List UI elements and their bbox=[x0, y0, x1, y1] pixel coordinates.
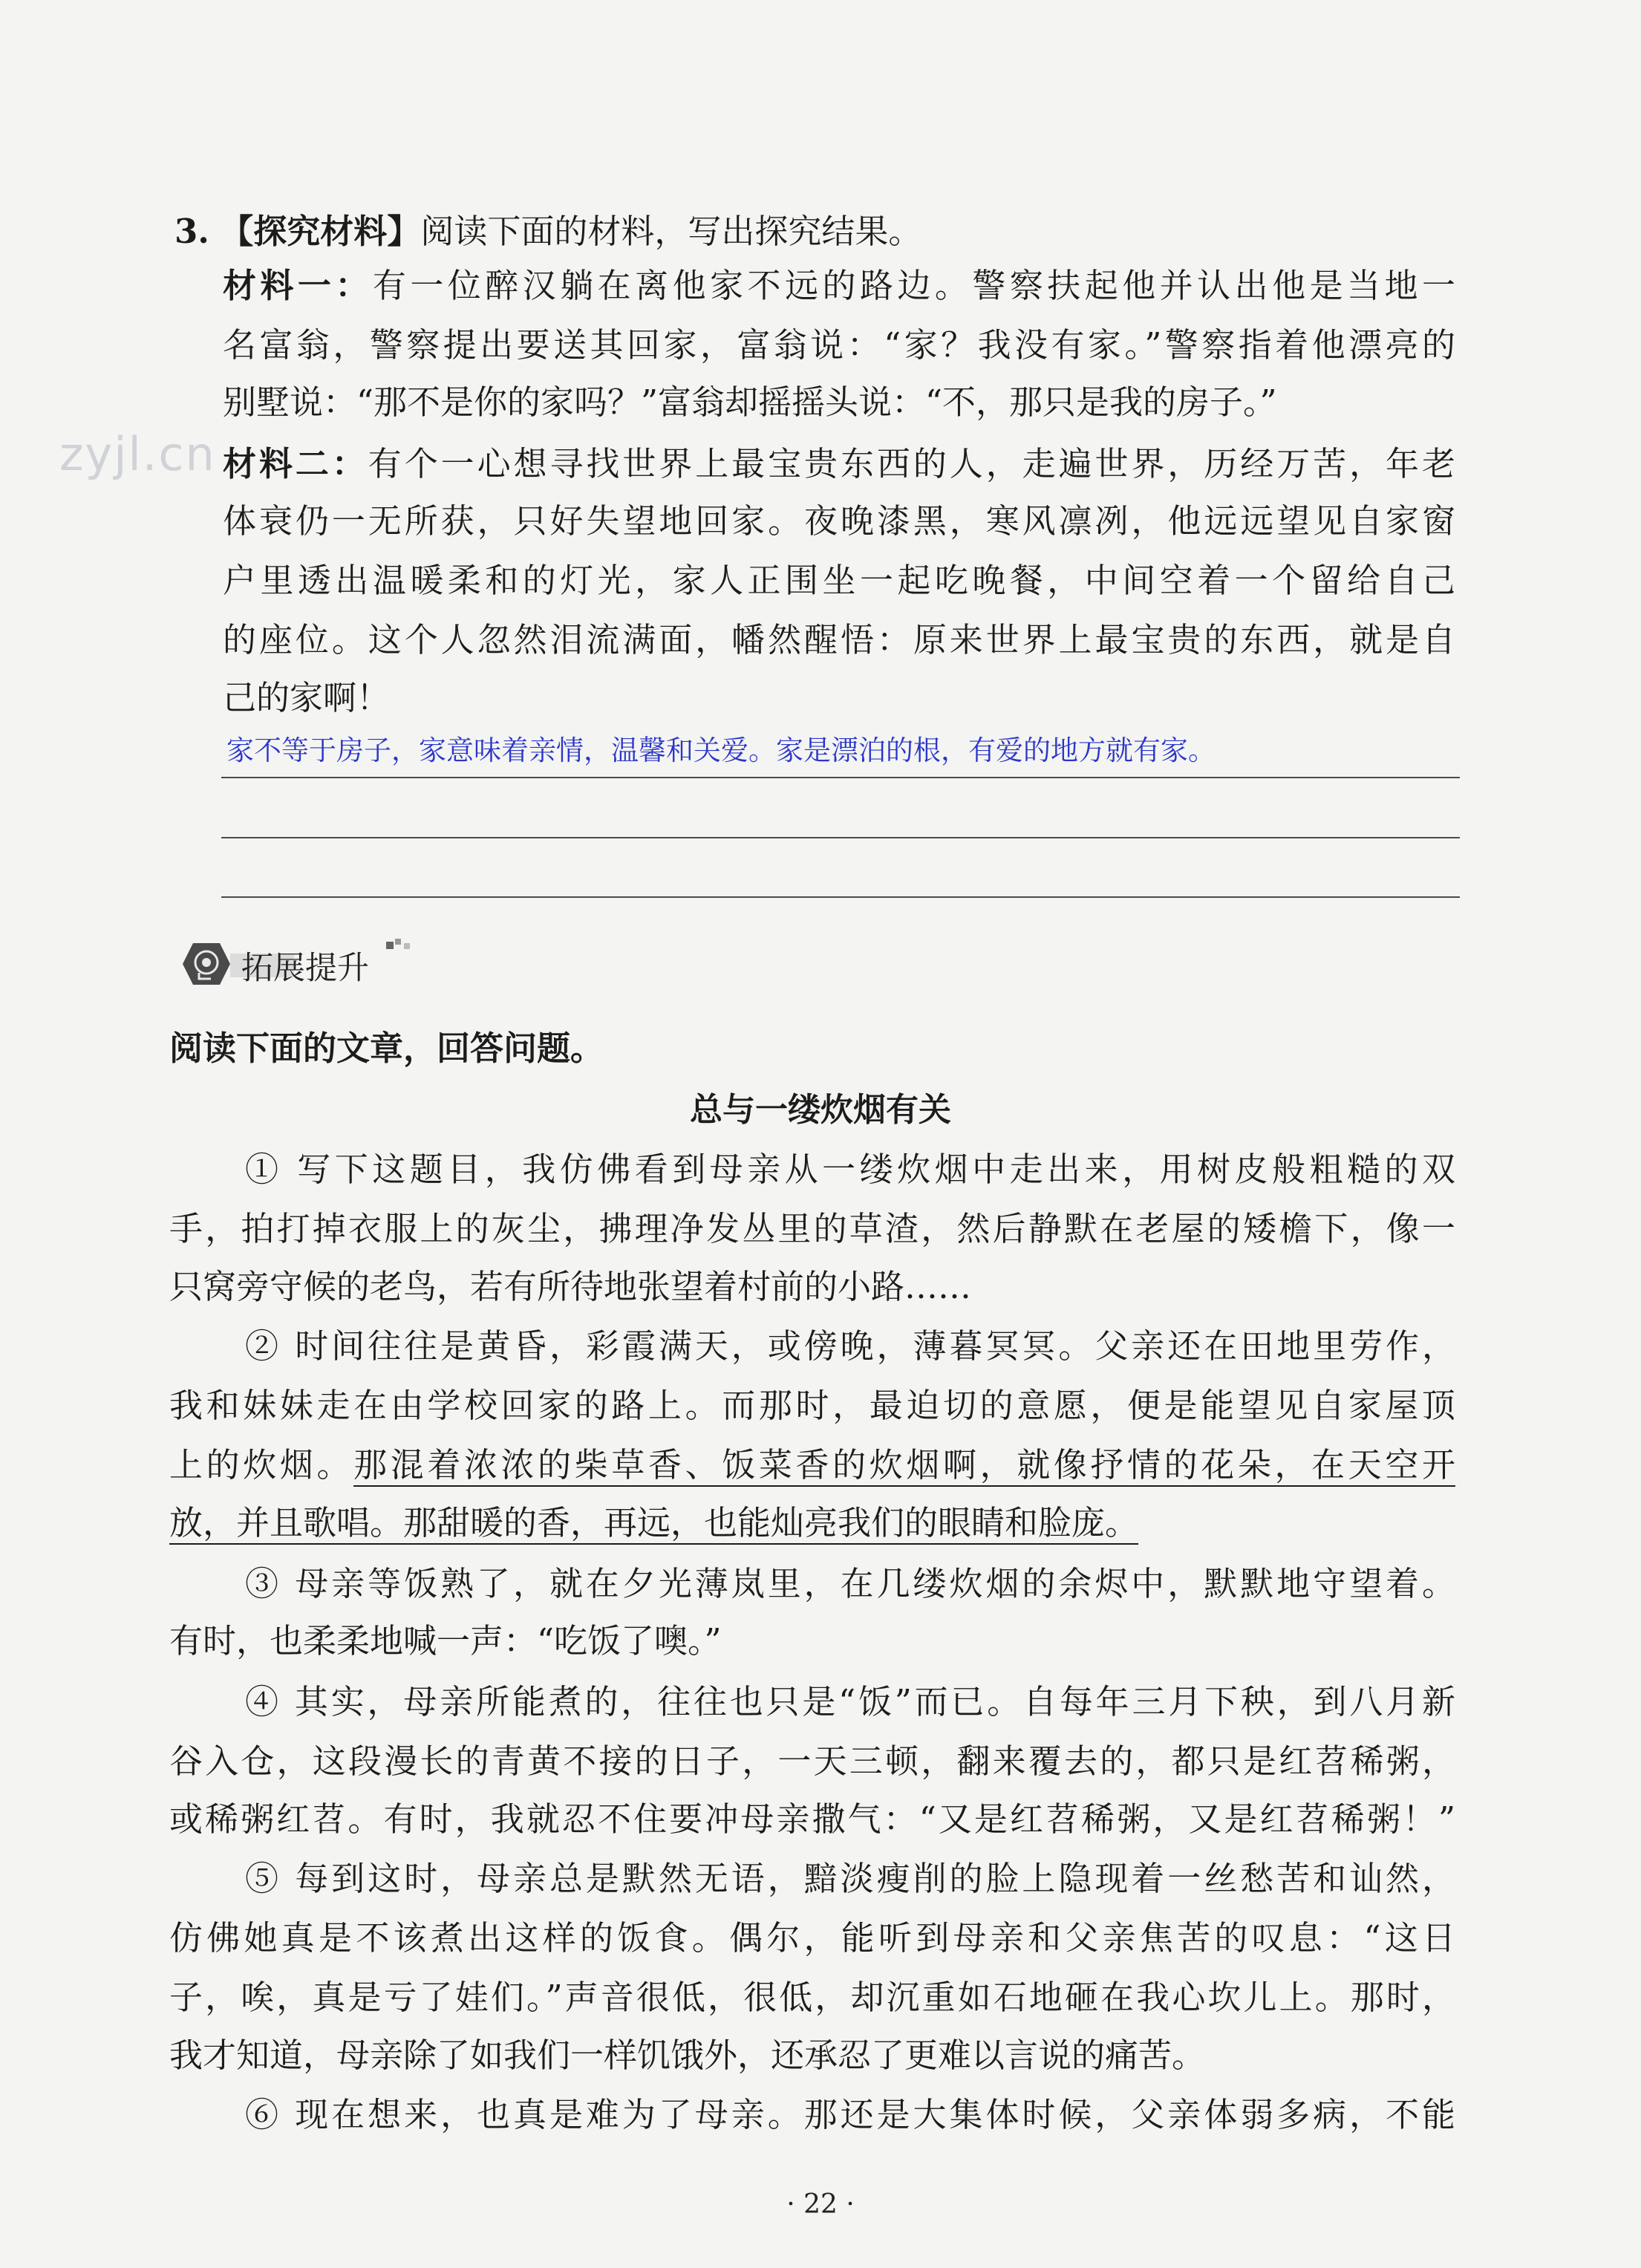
p4-line-3: 或稀粥红苕。有时，我就忍不住要冲母亲撒气：“又是红苕稀粥，又是红苕稀粥！” bbox=[169, 1799, 1455, 1839]
watermark: zyjl.cn bbox=[59, 427, 216, 481]
answer-line-1 bbox=[221, 777, 1460, 778]
p1-line-2: 手，拍打掉衣服上的灰尘，拂理净发丛里的草渣，然后静默在老屋的矮檐下，像一 bbox=[169, 1209, 1455, 1248]
p2-line-1: ② 时间往往是黄昏，彩霞满天，或傍晚，薄暮冥冥。父亲还在田地里劳作， bbox=[245, 1326, 1455, 1366]
reading-instruction: 阅读下面的文章，回答问题。 bbox=[169, 1029, 604, 1068]
material-2-line-3: 户里透出温暖柔和的灯光，家人正围坐一起吃晚餐，中间空着一个留给自己 bbox=[223, 561, 1455, 600]
page-number: · 22 · bbox=[786, 2189, 855, 2220]
p5-line-4: 我才知道，母亲除了如我们一样饥饿外，还承忍了更难以言说的痛苦。 bbox=[169, 2036, 1206, 2075]
answer-text: 家不等于房子，家意味着亲情，温馨和关爱。家是漂泊的根，有爱的地方就有家。 bbox=[226, 734, 1216, 766]
p5-line-2: 仿佛她真是不该煮出这样的饭食。偶尔，能听到母亲和父亲焦苦的叹息：“这日 bbox=[169, 1918, 1455, 1958]
material-1-line-2: 名富翁，警察提出要送其回家，富翁说：“家？我没有家。”警察指着他漂亮的 bbox=[223, 325, 1455, 365]
question-header bbox=[174, 209, 1407, 254]
question-tag: 【探究材料】 bbox=[220, 212, 421, 251]
decor-squares-icon bbox=[386, 937, 416, 955]
question-prompt: 阅读下面的材料，写出探究结果。 bbox=[420, 212, 922, 251]
section-title: 拓展提升 bbox=[241, 950, 369, 987]
p3-line-2: 有时，也柔柔地喊一声：“吃饭了噢。” bbox=[169, 1621, 722, 1661]
p1-line-3: 只窝旁守候的老鸟，若有所待地张望着村前的小路…… bbox=[169, 1267, 972, 1306]
p4-line-1: ④ 其实，母亲所能煮的，往往也只是“饭”而已。自每年三月下秧，到八月新 bbox=[245, 1682, 1455, 1721]
answer-line-3 bbox=[221, 896, 1460, 898]
p3-line-1: ③ 母亲等饭熟了，就在夕光薄岚里，在几缕炊烟的余烬中，默默地守望着。 bbox=[245, 1564, 1455, 1603]
material-2-label: 材料二： bbox=[223, 444, 368, 483]
question-number: 3. bbox=[174, 212, 209, 251]
p2-line-4 bbox=[169, 1501, 1402, 1545]
material-2-line-1: 材料二：有个一心想寻找世界上最宝贵东西的人，走遍世界，历经万苦，年老 bbox=[223, 444, 1455, 483]
material-1-line-1: 材料一：有一位醉汉躺在离他家不远的路边。警察扶起他并认出他是当地一 bbox=[223, 266, 1455, 305]
material-2-line-4: 的座位。这个人忽然泪流满面，幡然醒悟：原来世界上最宝贵的东西，就是自 bbox=[223, 620, 1455, 659]
p5-line-1: ⑤ 每到这时，母亲总是默然无语，黯淡瘦削的脸上隐现着一丝愁苦和讪然， bbox=[245, 1859, 1455, 1898]
underlined-sentence-1-end: 放，并且歌唱。 bbox=[169, 1503, 404, 1542]
p6-line-1: ⑥ 现在想来，也真是难为了母亲。那还是大集体时候，父亲体弱多病，不能 bbox=[245, 2095, 1455, 2134]
p1-line-1: ① 写下这题目，我仿佛看到母亲从一缕炊烟中走出来，用树皮般粗糙的双 bbox=[245, 1150, 1455, 1189]
p5-line-3: 子，唉，真是亏了娃们。”声音很低，很低，却沉重如石地砸在我心坎儿上。那时， bbox=[169, 1978, 1455, 2017]
article-title: 总与一缕炊烟有关 bbox=[690, 1091, 951, 1129]
material-2-line-2: 体衰仍一无所获，只好失望地回家。夜晚漆黑，寒风凛冽，他远远望见自家窗 bbox=[223, 501, 1455, 541]
underlined-sentence-2: 那甜暖的香，再远，也能灿亮我们的眼睛和脸庞。 bbox=[403, 1503, 1139, 1542]
underlined-sentence-1: 那混着浓浓的柴草香、饭菜香的炊烟啊，就像抒情的花朵，在天空开 bbox=[353, 1445, 1455, 1485]
p4-line-2: 谷入仓，这段漫长的青黄不接的日子，一天三顿，翻来覆去的，都只是红苕稀粥， bbox=[169, 1741, 1455, 1781]
material-1-label: 材料一： bbox=[223, 266, 373, 305]
answer-line-2 bbox=[221, 837, 1460, 838]
material-2-line-5: 己的家啊！ bbox=[223, 678, 391, 717]
p2-line-3: 上的炊烟。那混着浓浓的柴草香、饭菜香的炊烟啊，就像抒情的花朵，在天空开 bbox=[169, 1445, 1455, 1485]
material-1-line-3: 别墅说：“那不是你的家吗？”富翁却摇摇头说：“不，那只是我的房子。” bbox=[223, 382, 1277, 422]
p2-line-2: 我和妹妹走在由学校回家的路上。而那时，最迫切的意愿，便是能望见自家屋顶 bbox=[169, 1386, 1455, 1425]
